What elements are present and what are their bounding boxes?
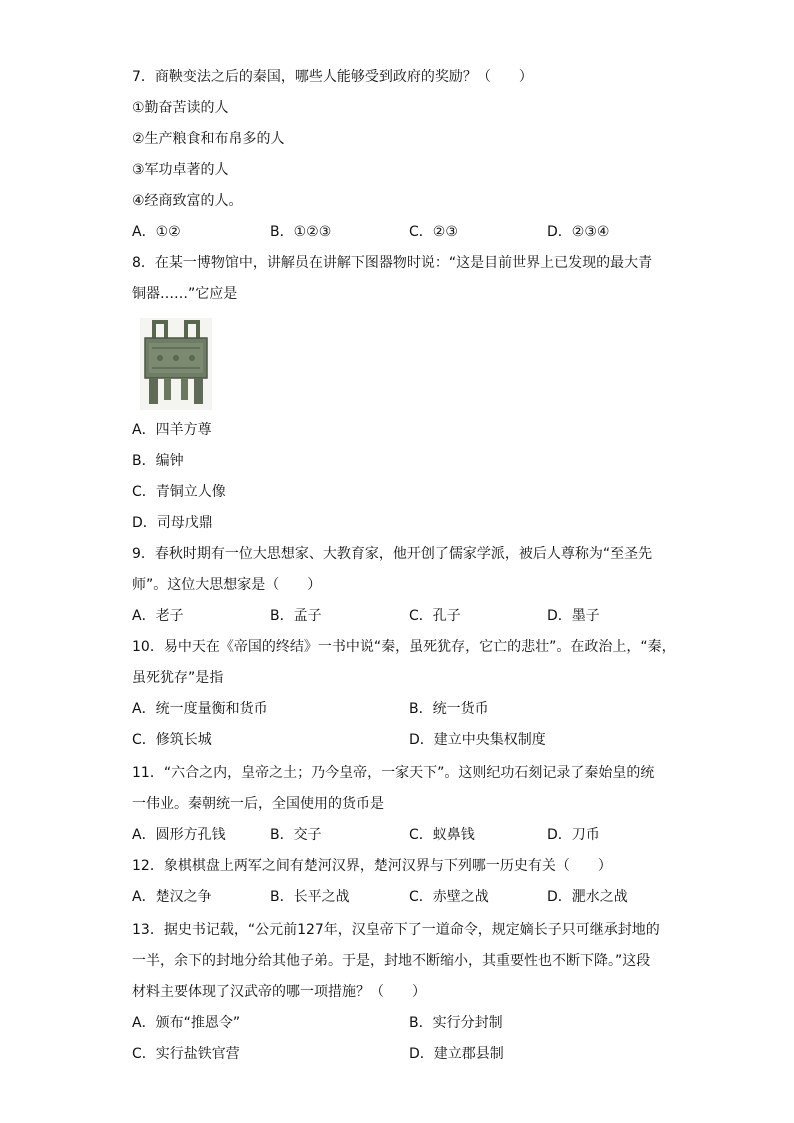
q13-option-c: C．实行盐铁官营 [132,1046,240,1062]
q10-option-a: A．统一度量衡和货币 [132,701,268,717]
q11-stem-line-1: 11．“六合之内，皇帝之土；乃今皇帝，一家天下”。这则纪功石刻记录了秦始皇的统 [132,765,655,781]
q12-option-d: D．淝水之战 [547,889,628,905]
q9-option-d: D．墨子 [547,608,600,624]
q7-item-1: ①勤奋苦读的人 [132,100,229,116]
q10-stem-line-2: 虽死犹存”是指 [132,670,224,686]
q8-option-c: C．青铜立人像 [132,484,226,500]
q7-option-c: C．②③ [409,224,458,240]
q8-option-b: B．编钟 [132,453,184,469]
q13-stem-line-3: 材料主要体现了汉武帝的哪一项措施？（ ） [132,984,426,1000]
q10-option-c: C．修筑长城 [132,732,212,748]
q11-option-c: C．蚁鼻钱 [409,827,475,843]
q9-option-b: B．孟子 [270,608,322,624]
q11-stem-line-2: 一伟业。秦朝统一后，全国使用的货币是 [132,796,384,812]
q10-option-b: B．统一货币 [409,701,489,717]
q8-option-d: D．司母戊鼎 [132,515,213,531]
q12-option-c: C．赤壁之战 [409,889,489,905]
q7-item-3: ③军功卓著的人 [132,162,229,178]
q11-option-b: B．交子 [270,827,322,843]
q10-option-d: D．建立中央集权制度 [409,732,546,748]
q7-stem: 7．商鞅变法之后的秦国，哪些人能够受到政府的奖励？（ ） [132,69,533,85]
q13-stem-line-1: 13．据史书记载，“公元前127年，汉皇帝下了一道命令，规定嫡长子只可继承封地的 [132,922,660,938]
q8-option-a: A．四羊方尊 [132,422,212,438]
q11-option-a: A．圆形方孔钱 [132,827,226,843]
q7-option-a: A．①② [132,224,181,240]
q7-option-d: D．②③④ [547,224,610,240]
q9-stem-line-2: 师”。这位大思想家是（ ） [132,577,322,593]
q9-option-c: C．孔子 [409,608,461,624]
q12-option-a: A．楚汉之争 [132,889,212,905]
q13-option-d: D．建立郡县制 [409,1046,504,1062]
q12-option-b: B．长平之战 [270,889,350,905]
q10-stem-line-1: 10．易中天在《帝国的终结》一书中说“秦，虽死犹存，它亡的悲壮”。在政治上，“秦， [132,639,676,655]
q7-item-4: ④经商致富的人。 [132,193,243,209]
q7-option-b: B．①②③ [270,224,332,240]
q13-stem-line-2: 一半，余下的封地分给其他子弟。于是，封地不断缩小，其重要性也不断下降。”这段 [132,953,651,969]
bronze-ding-image [140,318,212,410]
q12-stem: 12．象棋棋盘上两军之间有楚河汉界，楚河汉界与下列哪一历史有关（ ） [132,858,612,874]
q11-option-d: D．刀币 [547,827,600,843]
q8-stem-line-2: 铜器……”它应是 [132,286,238,302]
q7-item-2: ②生产粮食和布帛多的人 [132,131,285,147]
q9-stem-line-1: 9．春秋时期有一位大思想家、大教育家，他开创了儒家学派，被后人尊称为“至圣先 [132,546,653,562]
q9-option-a: A．老子 [132,608,184,624]
q13-option-a: A．颁布“推恩令” [132,1015,241,1031]
q8-stem-line-1: 8．在某一博物馆中，讲解员在讲解下图器物时说：“这是目前世界上已发现的最大青 [132,255,653,271]
q13-option-b: B．实行分封制 [409,1015,503,1031]
